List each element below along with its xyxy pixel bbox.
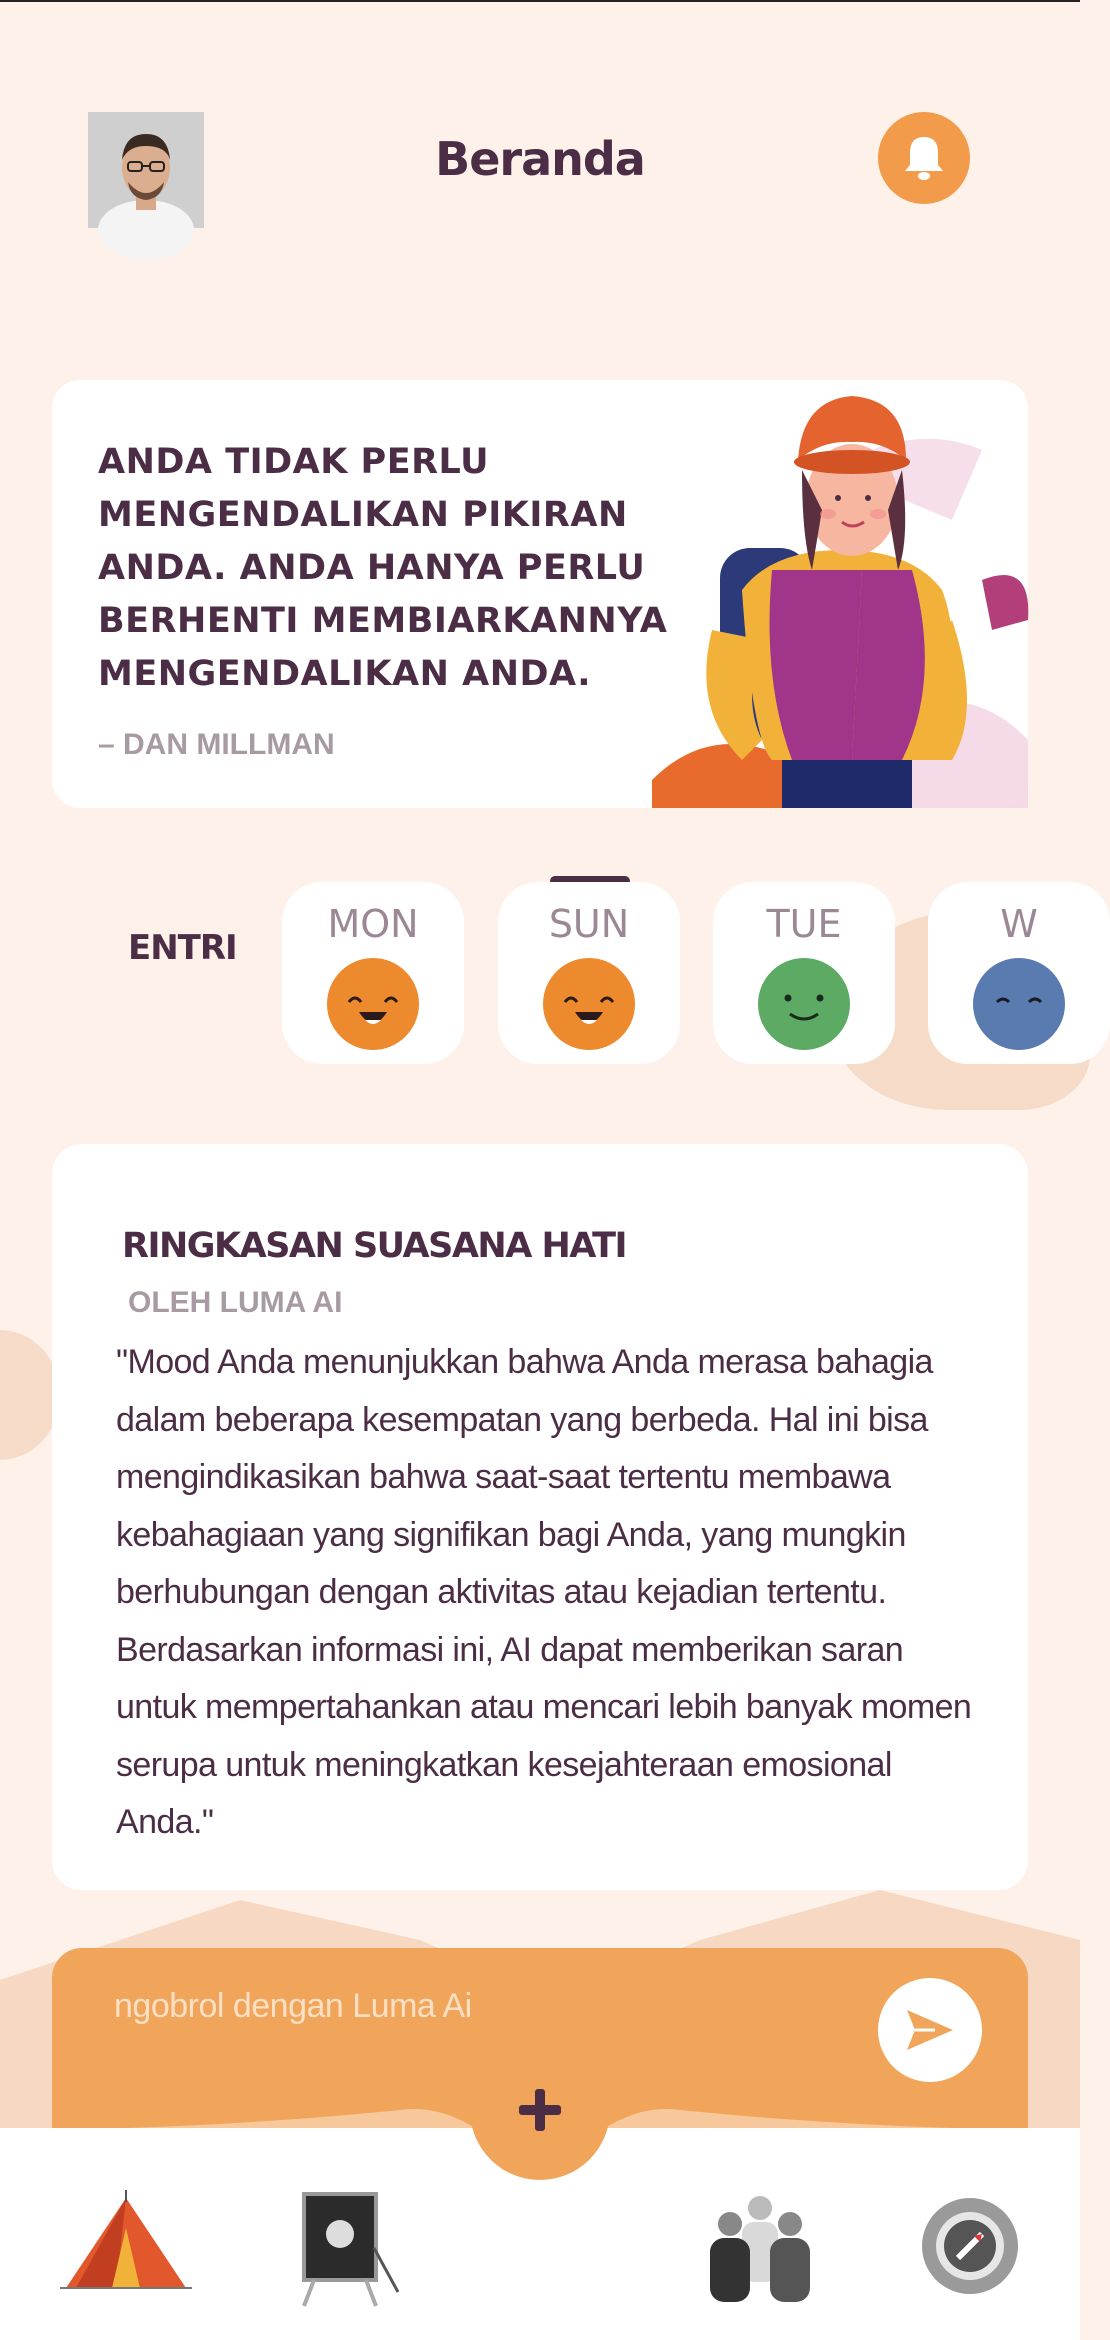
bell-icon [901, 133, 947, 183]
settings-icon [908, 2188, 1048, 2308]
chat-input[interactable] [112, 1986, 816, 2027]
page-title: Beranda [435, 132, 645, 186]
hiker-girl-illustration [652, 380, 1028, 808]
nav-home[interactable] [56, 2188, 196, 2308]
nav-community[interactable] [690, 2188, 830, 2308]
happy-face-icon [543, 958, 635, 1050]
tent-icon [56, 2188, 196, 2308]
day-name: MON [327, 902, 419, 946]
day-entries-strip[interactable] [280, 876, 1038, 1076]
top-edge [0, 0, 1080, 2]
quote-author: – DAN MILLMAN [98, 728, 335, 761]
day-name: TUE [766, 902, 842, 946]
day-entry-sun[interactable] [498, 882, 680, 1064]
day-name: W [1000, 902, 1038, 946]
nav-journal[interactable] [274, 2188, 414, 2308]
notification-button[interactable] [878, 112, 970, 204]
summary-author: OLEH LUMA AI [128, 1286, 343, 1319]
mood-summary-card [52, 1144, 1028, 1890]
day-name: SUN [548, 902, 630, 946]
community-icon [690, 2188, 830, 2308]
day-entry-mon[interactable] [282, 882, 464, 1064]
quote-text: ANDA TIDAK PERLU MENGENDALIKAN PIKIRAN ANDA. ANDA HANYA PERLU BERHENTI MEMBIARKANNYA MENGENDALIKAN ANDA. [98, 442, 668, 694]
entries-label: ENTRI [128, 928, 237, 968]
nav-settings[interactable] [908, 2188, 1048, 2308]
easel-icon [274, 2188, 414, 2308]
day-entry-wed[interactable] [928, 882, 1110, 1064]
neutral-face-icon [973, 958, 1065, 1050]
quote-card [52, 380, 1028, 808]
summary-text: "Mood Anda menunjukkan bahwa Anda merasa bahagia dalam beberapa kesempatan yang berbeda. Hal ini bisa mengindikasikan bahwa saat-saat tertentu membawa kebahagiaan yang signifikan bagi Anda, yang mungkin berhubungan dengan aktivitas atau kejadian tertentu. Berdasarkan informasi ini, AI dapat memberikan saran untuk mempertahankan atau mencari lebih banyak momen serupa untuk meningkatkan kesejahteraan emosional Anda." [116, 1343, 972, 1841]
add-entry-button[interactable] [470, 2040, 610, 2180]
smile-face-icon [758, 958, 850, 1050]
day-entry-tue[interactable] [713, 882, 895, 1064]
happy-face-icon [327, 958, 419, 1050]
summary-title: RINGKASAN SUASANA HATI [122, 1226, 627, 1266]
bg-blob-left [0, 1330, 60, 1460]
add-icon [515, 2085, 565, 2135]
